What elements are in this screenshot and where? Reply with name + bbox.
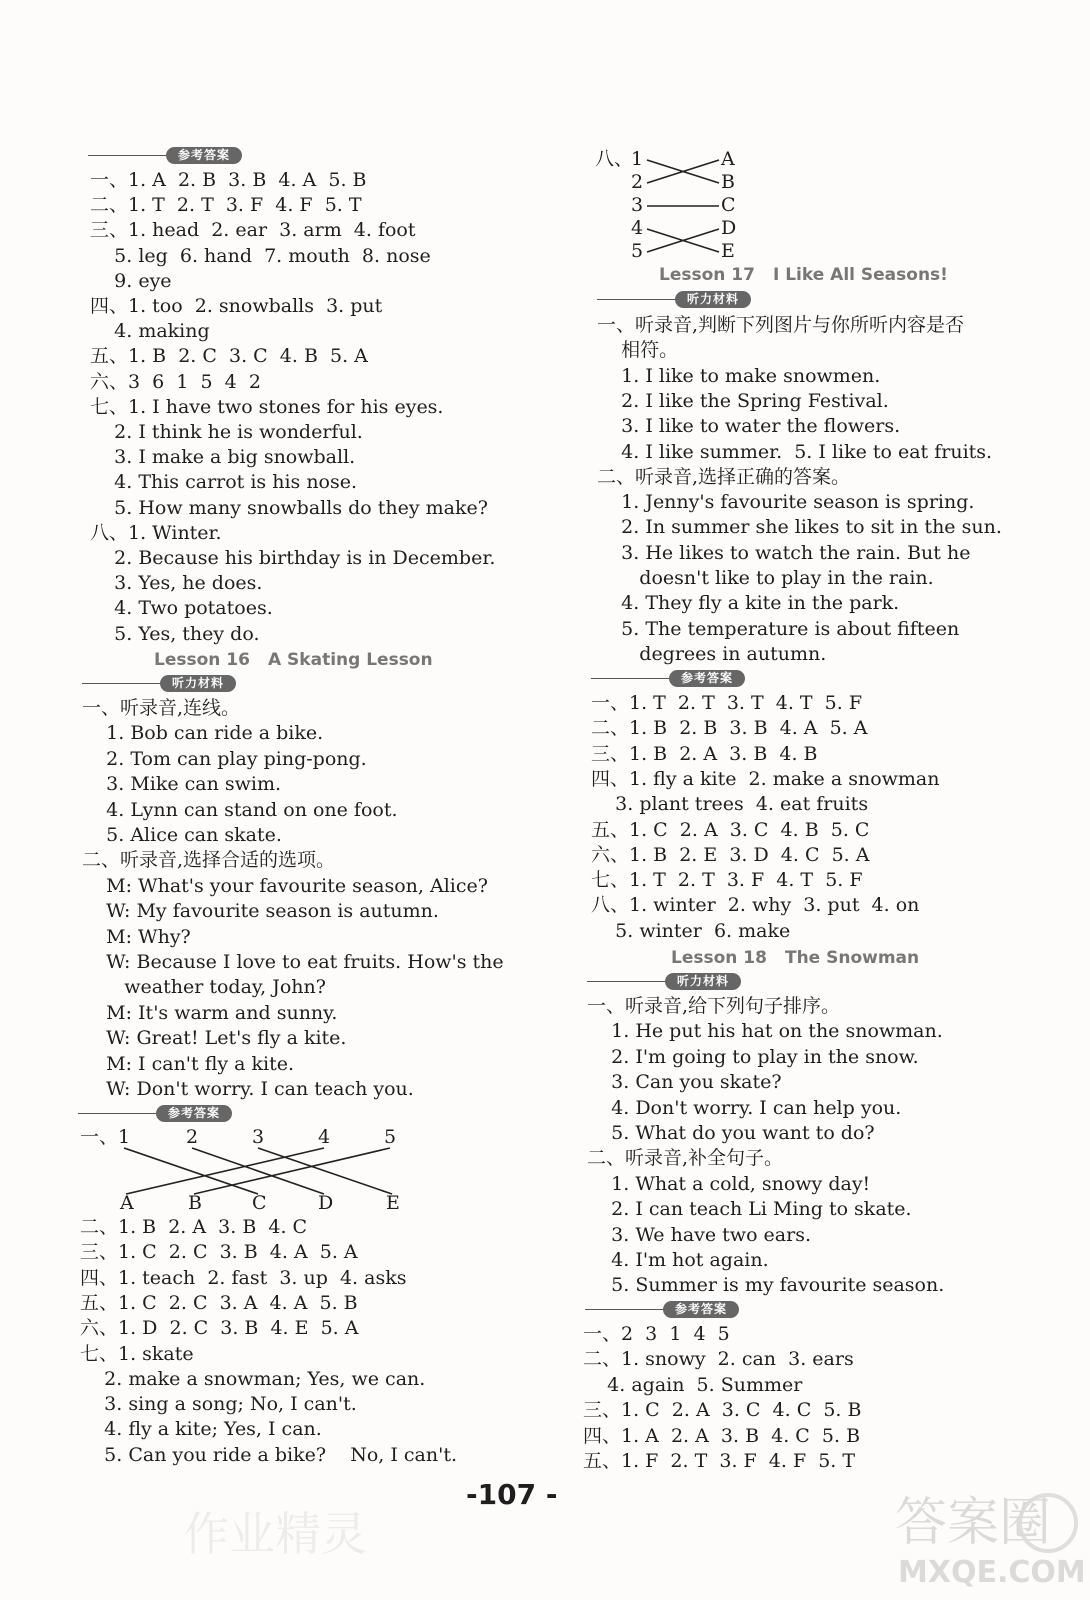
answer-line: 5. Summer is my favourite season.	[587, 1274, 945, 1296]
section-label	[78, 1104, 232, 1122]
match-prefix: 八、	[595, 148, 634, 170]
answer-line: 2. Tom can play ping-pong.	[82, 748, 367, 770]
label-pill: 参考答案	[156, 1105, 232, 1122]
answer-line: 四、1. A 2. A 3. B 4. C 5. B	[583, 1425, 861, 1447]
answer-line: 二、1. B 2. B 3. B 4. A 5. A	[591, 717, 868, 739]
answer-line: 2. I'm going to play in the snow.	[587, 1046, 919, 1068]
match-line-3	[258, 1148, 392, 1194]
lesson-title: A Skating Lesson	[267, 650, 433, 670]
watermark-right-url: MXQE.COM	[898, 1555, 1086, 1590]
answer-line: 二、听录音,补全句子。	[587, 1147, 784, 1169]
label-rule	[597, 299, 677, 300]
lesson-title: The Snowman	[784, 948, 920, 968]
answer-line: 3. Yes, he does.	[90, 572, 263, 594]
answer-line: 二、1. snowy 2. can 3. ears	[583, 1348, 854, 1370]
match-number: 4	[318, 1126, 331, 1148]
label-rule	[78, 1113, 158, 1114]
answer-line: weather today, John?	[82, 976, 326, 998]
answer-line: 3. We have two ears.	[587, 1224, 811, 1246]
answer-line: 3. sing a song; No, I can't.	[80, 1393, 357, 1415]
answer-line: 一、听录音,给下列句子排序。	[587, 995, 841, 1017]
match-letter: A	[120, 1192, 134, 1214]
section-label	[591, 669, 745, 687]
answer-line: 二、1. T 2. T 3. F 4. F 5. T	[90, 194, 362, 216]
section-label	[597, 290, 751, 308]
watermark-left-text: 作业精灵	[183, 1507, 367, 1561]
section-label	[82, 674, 236, 692]
answer-line: W: My favourite season is autumn.	[82, 900, 439, 922]
answer-line: 3. I make a big snowball.	[90, 446, 356, 468]
answer-line: 1. He put his hat on the snowman.	[587, 1020, 943, 1042]
match-number: 2	[186, 1126, 199, 1148]
answer-line: 5. winter 6. make	[591, 920, 791, 942]
page-number: -107 -	[466, 1478, 558, 1511]
answer-line: 5. How many snowballs do they make?	[90, 497, 488, 519]
answer-line: 2. In summer she likes to sit in the sun.	[597, 516, 1002, 538]
match-letter: B	[721, 171, 735, 193]
answer-line: 4. I'm hot again.	[587, 1249, 769, 1271]
answer-line: 三、1. head 2. ear 3. arm 4. foot	[90, 219, 416, 241]
section-label	[88, 146, 242, 164]
label-pill: 听力材料	[665, 973, 741, 990]
lesson-heading	[659, 265, 948, 285]
answer-line: 4. They fly a kite in the park.	[597, 592, 900, 614]
match-number: 1	[631, 148, 644, 170]
answer-line: 9. eye	[90, 270, 172, 292]
answer-line: 4. Don't worry. I can help you.	[587, 1097, 902, 1119]
answer-line: 3. I like to water the flowers.	[597, 415, 901, 437]
answer-line: 七、1. skate	[80, 1343, 194, 1365]
section-label	[585, 1300, 739, 1318]
answer-line: 六、3 6 1 5 4 2	[90, 371, 261, 393]
label-rule	[587, 981, 667, 982]
answer-line: 二、1. B 2. A 3. B 4. C	[80, 1216, 308, 1238]
label-pill: 参考答案	[663, 1301, 739, 1318]
answer-line: 一、听录音,判断下列图片与你所听内容是否	[597, 314, 965, 336]
lesson-heading	[671, 948, 919, 968]
label-pill: 参考答案	[669, 670, 745, 687]
answer-line: 三、1. B 2. A 3. B 4. B	[591, 743, 818, 765]
answer-line: M: Why?	[82, 926, 191, 948]
match-number: 3	[631, 194, 644, 216]
watermark-logo-right	[890, 1478, 1086, 1590]
watermark-right-logo: 答案圈	[895, 1493, 1052, 1553]
match-prefix: 一、	[80, 1126, 119, 1148]
match-number: 5	[384, 1126, 397, 1148]
answer-line: 3. Can you skate?	[587, 1071, 782, 1093]
answer-line: doesn't like to play in the rain.	[597, 567, 934, 589]
answer-line: 2. make a snowman; Yes, we can.	[80, 1368, 426, 1390]
match-letter: C	[252, 1192, 267, 1214]
answer-line: 四、1. fly a kite 2. make a snowman	[591, 768, 940, 790]
answer-line: 二、听录音,选择正确的答案。	[597, 466, 851, 488]
match-letter: D	[721, 217, 737, 239]
label-rule	[591, 678, 671, 679]
match-number: 1	[118, 1126, 131, 1148]
answer-line: 四、1. teach 2. fast 3. up 4. asks	[80, 1267, 407, 1289]
answer-line: 六、1. B 2. E 3. D 4. C 5. A	[591, 844, 870, 866]
answer-line: 八、1. Winter.	[90, 522, 222, 544]
label-pill: 听力材料	[160, 675, 236, 692]
answer-line: 5. Alice can skate.	[82, 824, 282, 846]
answer-line: 二、听录音,选择合适的选项。	[82, 849, 336, 871]
answer-line: 五、1. C 2. A 3. C 4. B 5. C	[591, 819, 870, 841]
answer-line: 1. What a cold, snowy day!	[587, 1173, 871, 1195]
match-letter: A	[721, 148, 735, 170]
answer-line: 2. I like the Spring Festival.	[597, 390, 889, 412]
answer-line: W: Because I love to eat fruits. How's the	[82, 951, 504, 973]
answer-line: W: Don't worry. I can teach you.	[82, 1078, 414, 1100]
answer-line: 六、1. D 2. C 3. B 4. E 5. A	[80, 1317, 359, 1339]
answer-line: 一、1. T 2. T 3. T 4. T 5. F	[591, 692, 863, 714]
match-letter: D	[318, 1192, 334, 1214]
label-pill: 参考答案	[166, 147, 242, 164]
lesson-code: Lesson 16	[154, 650, 250, 670]
answer-line: 2. I can teach Li Ming to skate.	[587, 1198, 912, 1220]
answer-line: 一、听录音,连线。	[82, 697, 241, 719]
match-letter: C	[721, 194, 736, 216]
answer-line: 4. Two potatoes.	[90, 597, 273, 619]
answer-line: 1. I like to make snowmen.	[597, 365, 881, 387]
answer-line: 5. The temperature is about fifteen	[597, 618, 960, 640]
answer-line: M: What's your favourite season, Alice?	[82, 875, 488, 897]
answer-line: 4. again 5. Summer	[583, 1374, 803, 1396]
lesson-title: I Like All Seasons!	[772, 265, 948, 285]
watermark-logo-left	[178, 1495, 367, 1575]
answer-line: 一、1. A 2. B 3. B 4. A 5. B	[90, 169, 367, 191]
match-letter: B	[188, 1192, 202, 1214]
answer-line: W: Great! Let's fly a kite.	[82, 1027, 347, 1049]
answer-line: 4. Lynn can stand on one foot.	[82, 799, 398, 821]
answer-line: 5. Yes, they do.	[90, 623, 260, 645]
label-pill: 听力材料	[675, 291, 751, 308]
answer-line: M: It's warm and sunny.	[82, 1002, 338, 1024]
answer-line: 4. This carrot is his nose.	[90, 471, 358, 493]
match-number: 4	[631, 217, 644, 239]
answer-line: 五、1. F 2. T 3. F 4. F 5. T	[583, 1450, 856, 1472]
lesson-code: Lesson 18	[671, 948, 767, 968]
label-rule	[88, 155, 168, 156]
answer-line: 一、2 3 1 4 5	[583, 1323, 730, 1345]
answer-line: 5. Can you ride a bike? No, I can't.	[80, 1444, 458, 1466]
answer-line: 四、1. too 2. snowballs 3. put	[90, 295, 383, 317]
match-number: 5	[631, 240, 644, 262]
answer-line: 七、1. I have two stones for his eyes.	[90, 396, 444, 418]
answer-line: 5. leg 6. hand 7. mouth 8. nose	[90, 245, 431, 267]
answer-line: 4. I like summer. 5. I like to eat fruits.	[597, 441, 993, 463]
answer-line: 八、1. winter 2. why 3. put 4. on	[591, 894, 920, 916]
answer-line: 相符。	[597, 339, 679, 361]
label-rule	[585, 1309, 665, 1310]
label-rule	[82, 683, 162, 684]
match-letter: E	[721, 240, 735, 262]
match-number: 2	[631, 171, 644, 193]
answer-line: 3. plant trees 4. eat fruits	[591, 793, 869, 815]
answer-line: 4. making	[90, 320, 210, 342]
answer-line: 5. What do you want to do?	[587, 1122, 875, 1144]
answer-line: 七、1. T 2. T 3. F 4. T 5. F	[591, 869, 863, 891]
lesson-code: Lesson 17	[659, 265, 755, 285]
answer-line: 1. Jenny's favourite season is spring.	[597, 491, 975, 513]
answer-line: 3. He likes to watch the rain. But he	[597, 542, 971, 564]
answer-line: 三、1. C 2. C 3. B 4. A 5. A	[80, 1241, 358, 1263]
match-letter: E	[386, 1192, 400, 1214]
match-line-2	[192, 1148, 324, 1194]
section-label	[587, 972, 741, 990]
answer-line: 4. fly a kite; Yes, I can.	[80, 1418, 322, 1440]
answer-line: 五、1. B 2. C 3. C 4. B 5. A	[90, 345, 368, 367]
answer-line: 3. Mike can swim.	[82, 773, 282, 795]
answer-line: 三、1. C 2. A 3. C 4. C 5. B	[583, 1399, 862, 1421]
answer-line: 五、1. C 2. C 3. A 4. A 5. B	[80, 1292, 358, 1314]
lesson-heading	[154, 650, 433, 670]
answer-line: 1. Bob can ride a bike.	[82, 722, 324, 744]
match-line-1	[124, 1148, 258, 1194]
answer-line: 2. Because his birthday is in December.	[90, 547, 496, 569]
answer-line: degrees in autumn.	[597, 643, 827, 665]
match-number: 3	[252, 1126, 265, 1148]
answer-line: 2. I think he is wonderful.	[90, 421, 363, 443]
answer-line: M: I can't fly a kite.	[82, 1053, 295, 1075]
